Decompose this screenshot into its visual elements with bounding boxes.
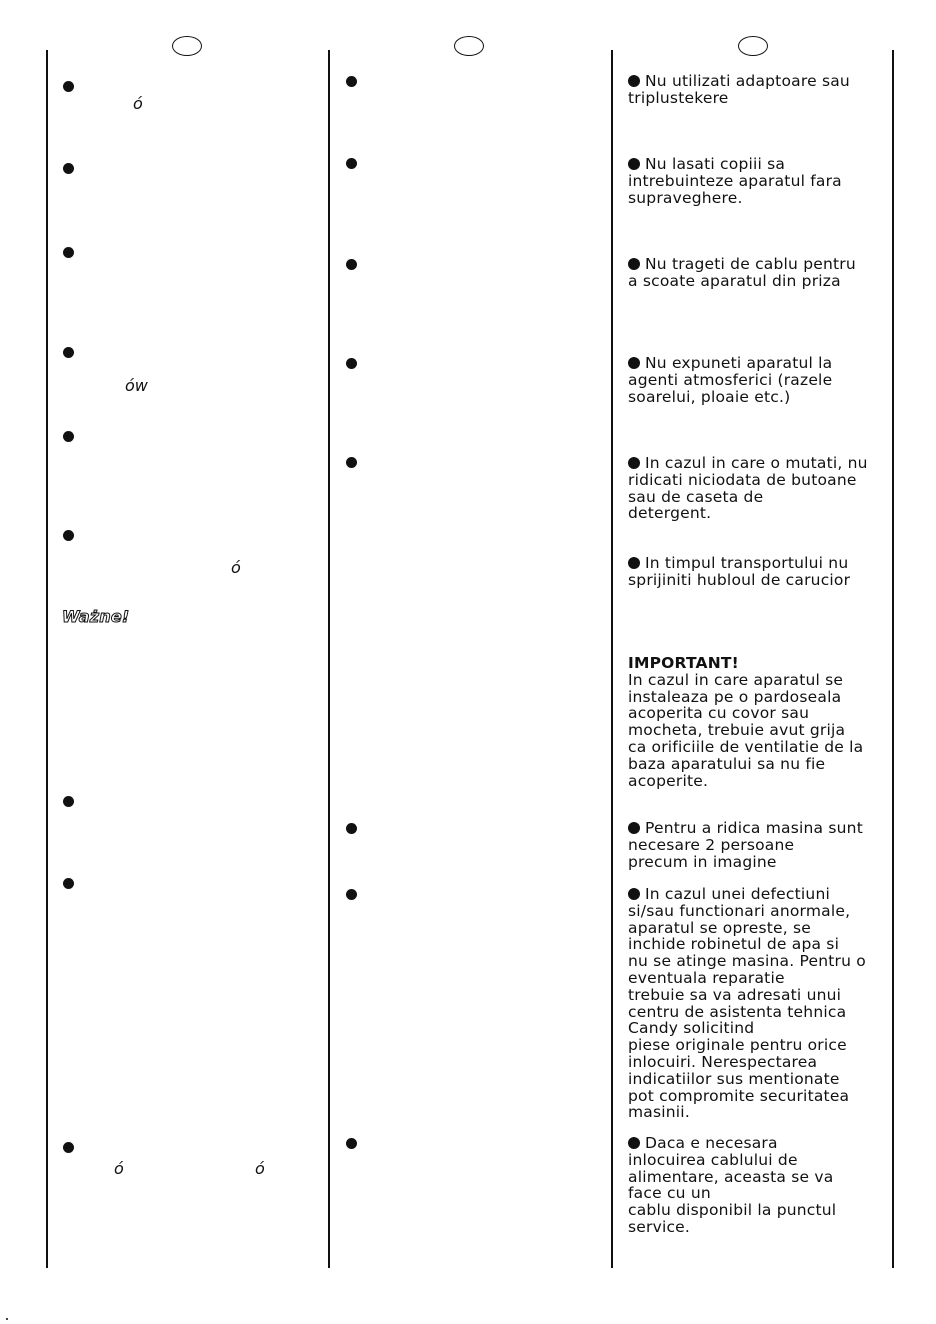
column-divider-left — [46, 50, 48, 1268]
bullet-icon — [63, 347, 74, 358]
language-oval-romanian — [738, 36, 768, 56]
bullet-icon — [346, 358, 357, 369]
ro-item-text: In timpul transportului nu sprijiniti hubloul de carucior — [628, 554, 851, 589]
ro-item-text: In cazul unei defectiuni si/sau functionari anormale, aparatul se opreste, se inchide robinetul de apa si nu se atinge masina. Pentru o eventuala reparatie trebuie sa va adresati unui centru de asistenta tehnica Candy solicitind piese originale pentru orice inlocuiri. Nerespectarea indicatiilor sus mentionate pot compromite securitatea masinii. — [628, 885, 866, 1122]
ro-item-adapters — [628, 73, 890, 107]
bullet-icon — [628, 158, 640, 170]
scan-speck — [6, 1318, 8, 1320]
column-divider-middle-right — [611, 50, 613, 1268]
ro-item-lifting — [628, 820, 890, 870]
bullet-icon — [628, 822, 640, 834]
bullet-icon — [346, 259, 357, 270]
bullet-icon — [628, 457, 640, 469]
bullet-icon — [63, 247, 74, 258]
bullet-icon — [628, 557, 640, 569]
bullet-icon — [628, 888, 640, 900]
ro-item-text: Nu utilizati adaptoare sau triplustekere — [628, 72, 850, 107]
ro-item-weather — [628, 355, 890, 405]
bullet-icon — [628, 1137, 640, 1149]
bullet-icon — [63, 163, 74, 174]
polish-text-fragment: ó — [255, 1159, 265, 1178]
bullet-icon — [628, 357, 640, 369]
bullet-icon — [346, 76, 357, 87]
ro-item-text: Daca e necesara inlocuirea cablului de alimentare, aceasta se va face cu un cablu disponibil la punctul service. — [628, 1134, 837, 1236]
bullet-icon — [63, 530, 74, 541]
ro-important-body: In cazul in care aparatul se instaleaza pe o pardoseala acoperita cu covor sau mocheta, trebuie avut grija ca orificiile de ventilatie de la baza aparatului sa nu fie acoperite. — [628, 670, 864, 790]
ro-item-text: Nu trageti de cablu pentru a scoate aparatul din priza — [628, 255, 856, 290]
ro-item-transport — [628, 555, 890, 589]
bullet-icon — [346, 889, 357, 900]
bullet-icon — [346, 823, 357, 834]
bullet-icon — [346, 158, 357, 169]
column-divider-middle-left — [328, 50, 330, 1268]
ro-important-title: IMPORTANT! — [628, 654, 739, 672]
column-divider-right — [892, 50, 894, 1268]
bullet-icon — [63, 431, 74, 442]
ro-item-malfunction — [628, 886, 890, 1121]
bullet-icon — [346, 457, 357, 468]
bullet-icon — [63, 81, 74, 92]
ro-important-block — [628, 655, 890, 789]
bullet-icon — [63, 878, 74, 889]
ro-item-text: In cazul in care o mutati, nu ridicati niciodata de butoane sau de caseta de detergent. — [628, 454, 868, 523]
ro-item-text: Nu expuneti aparatul la agenti atmosferici (razele soarelui, ploaie etc.) — [628, 354, 833, 406]
ro-item-children — [628, 156, 890, 206]
polish-text-fragment: ó — [231, 558, 241, 577]
ro-item-power-cable — [628, 1135, 890, 1236]
language-oval-middle — [454, 36, 484, 56]
polish-text-fragment: ó — [133, 94, 143, 113]
language-oval-polish — [172, 36, 202, 56]
ro-item-text: Nu lasati copiii sa intrebuinteze aparatul fara supraveghere. — [628, 155, 842, 207]
ro-item-moving — [628, 455, 890, 522]
bullet-icon — [63, 796, 74, 807]
polish-text-fragment: ó — [114, 1159, 124, 1178]
bullet-icon — [346, 1138, 357, 1149]
polish-text-fragment: ów — [125, 376, 148, 395]
bullet-icon — [628, 75, 640, 87]
polish-important-label: Ważne! — [62, 607, 130, 626]
ro-item-cable-pull — [628, 256, 890, 290]
bullet-icon — [63, 1142, 74, 1153]
bullet-icon — [628, 258, 640, 270]
ro-item-text: Pentru a ridica masina sunt necesare 2 persoane precum in imagine — [628, 819, 863, 871]
